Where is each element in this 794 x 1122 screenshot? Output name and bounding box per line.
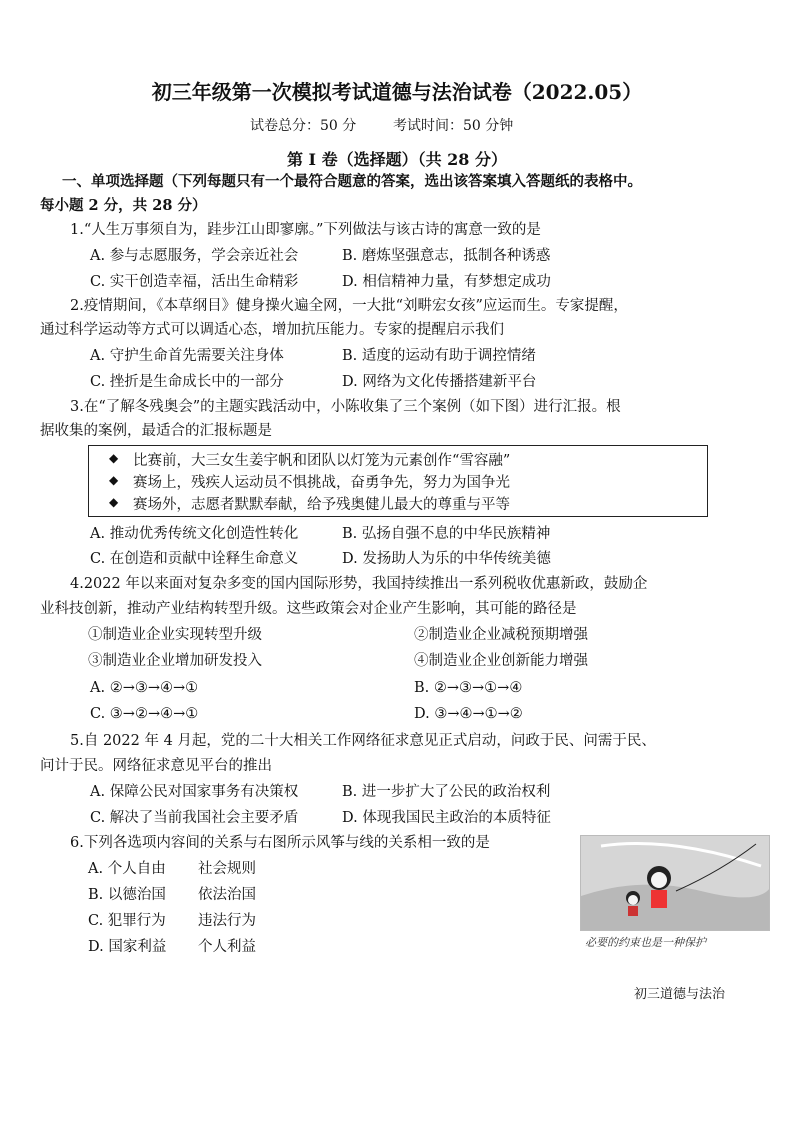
diamond-bullet-icon: ◆ [109, 451, 119, 465]
q4-option-d: D. ③→④→①→② [414, 706, 523, 722]
q6-option-d-right: 个人利益 [198, 939, 256, 955]
exam-title: 初三年级第一次模拟考试道德与法治试卷（2022.05） [151, 80, 643, 104]
instructions-line-2: 每小题 2 分，共 28 分） [40, 197, 207, 214]
q3-option-c: C. 在创造和贡献中诠释生命意义 [90, 551, 299, 567]
q5-option-a: A. 保障公民对国家事务有决策权 [90, 784, 299, 800]
total-score: 试卷总分：50 分 [250, 118, 357, 134]
q1-stem: 1.“人生万事须自为，跬步江山即寥廓。”下列做法与该古诗的寓意一致的是 [70, 222, 541, 238]
q6-stem: 6.下列各选项内容间的关系与右图所示风筝与线的关系相一致的是 [70, 835, 490, 851]
kite-illustration [580, 835, 770, 931]
q6-option-b-left: B. 以德治国 [88, 887, 166, 903]
q5-option-b: B. 进一步扩大了公民的政治权利 [342, 784, 551, 800]
q4-item-2: ②制造业企业减税预期增强 [414, 627, 588, 643]
section-title: 第 Ⅰ 卷（选择题）（共 28 分） [286, 150, 508, 169]
instructions-line-1: 一、单项选择题（下列每题只有一个最符合题意的答案，选出该答案填入答题纸的表格中。 [62, 173, 642, 190]
q4-option-a: A. ②→③→④→① [90, 680, 199, 696]
q4-option-b: B. ②→③→①→④ [414, 680, 523, 696]
q3-case-2: 赛场上，残疾人运动员不惧挑战，奋勇争先，努力为国争光 [133, 475, 510, 491]
q3-stem-line-1: 3.在“了解冬残奥会”的主题实践活动中，小陈收集了三个案例（如下图）进行汇报。根 [70, 399, 621, 415]
q4-item-1: ①制造业企业实现转型升级 [88, 627, 262, 643]
q5-stem-line-2: 问计于民。网络征求意见平台的推出 [40, 758, 272, 774]
q3-case-box [88, 445, 708, 517]
q2-option-b: B. 适度的运动有助于调控情绪 [342, 348, 536, 364]
q6-option-b-right: 依法治国 [198, 887, 256, 903]
page-footer: 初三道德与法治 [634, 987, 726, 1002]
q5-option-d: D. 体现我国民主政治的本质特征 [342, 810, 551, 826]
exam-time: 考试时间：50 分钟 [393, 118, 514, 134]
diamond-bullet-icon: ◆ [109, 495, 119, 509]
q2-option-d: D. 网络为文化传播搭建新平台 [342, 374, 537, 390]
q4-stem-line-1: 4.2022 年以来面对复杂多变的国内国际形势，我国持续推出一系列税收优惠新政，鼓励企 [70, 576, 648, 592]
q2-option-a: A. 守护生命首先需要关注身体 [90, 348, 284, 364]
q1-option-c: C. 实干创造幸福，活出生命精彩 [90, 274, 299, 290]
q3-option-b: B. 弘扬自强不息的中华民族精神 [342, 526, 551, 542]
q6-option-c-left: C. 犯罪行为 [88, 913, 166, 929]
q6-option-a-left: A. 个人自由 [88, 861, 166, 877]
q5-option-c: C. 解决了当前我国社会主要矛盾 [90, 810, 299, 826]
q5-stem-line-1: 5.自 2022 年 4 月起，党的二十大相关工作网络征求意见正式启动，问政于民、问需于民、 [70, 733, 656, 749]
q2-stem-line-1: 2.疫情期间，《本草纲目》健身操火遍全网，一大批“刘畊宏女孩”应运而生。专家提醒， [70, 298, 628, 314]
q4-stem-line-2: 业科技创新，推动产业结构转型升级。这些政策会对企业产生影响，其可能的路径是 [40, 601, 577, 617]
q4-item-4: ④制造业企业创新能力增强 [414, 653, 588, 669]
q2-option-c: C. 挫折是生命成长中的一部分 [90, 374, 284, 390]
q3-case-3: 赛场外，志愿者默默奉献，给予残奥健儿最大的尊重与平等 [133, 497, 510, 513]
q6-option-a-right: 社会规则 [198, 861, 256, 877]
q6-option-d-left: D. 国家利益 [88, 939, 167, 955]
q1-option-d: D. 相信精神力量，有梦想定成功 [342, 274, 551, 290]
kite-caption: 必要的约束也是一种保护 [585, 936, 706, 949]
q3-option-d: D. 发扬助人为乐的中华传统美德 [342, 551, 551, 567]
q3-option-a: A. 推动优秀传统文化创造性转化 [90, 526, 299, 542]
q3-case-1: 比赛前，大三女生姜宇帆和团队以灯笼为元素创作“雪容融” [133, 453, 511, 469]
q1-option-a: A. 参与志愿服务，学会亲近社会 [90, 248, 299, 264]
q3-stem-line-2: 据收集的案例，最适合的汇报标题是 [40, 423, 272, 439]
diamond-bullet-icon: ◆ [109, 473, 119, 487]
q2-stem-line-2: 通过科学运动等方式可以调适心态，增加抗压能力。专家的提醒启示我们 [40, 322, 504, 338]
q4-item-3: ③制造业企业增加研发投入 [88, 653, 262, 669]
q1-option-b: B. 磨炼坚强意志，抵制各种诱惑 [342, 248, 551, 264]
kite-drawing [581, 836, 770, 931]
q6-option-c-right: 违法行为 [198, 913, 256, 929]
q4-option-c: C. ③→②→④→① [90, 706, 199, 722]
